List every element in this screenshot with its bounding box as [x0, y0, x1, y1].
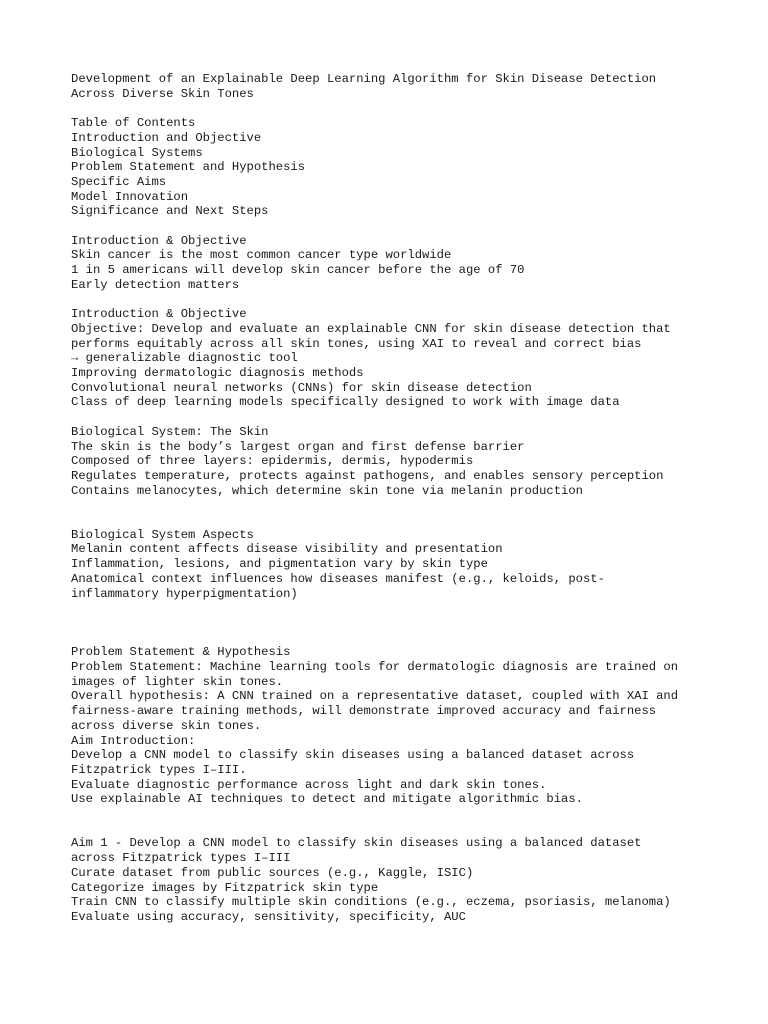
text-line: Introduction & Objective	[71, 233, 247, 248]
text-line: → generalizable diagnostic tool	[71, 351, 298, 366]
blank-line	[71, 616, 721, 631]
text-line: Biological System: The Skin	[71, 424, 269, 439]
blank-line	[71, 822, 721, 837]
text-line: Class of deep learning models specifically designed to work with image data	[71, 395, 620, 410]
text-line: Inflammation, lesions, and pigmentation vary by skin type	[71, 557, 488, 572]
text-line: Overall hypothesis: A CNN trained on a representative dataset, coupled with XAI and	[71, 689, 679, 704]
text-line: Composed of three layers: epidermis, dermis, hypodermis	[71, 454, 474, 469]
text-line: across Fitzpatrick types I–III	[71, 851, 291, 866]
text-line: performs equitably across all skin tones, using XAI to reveal and correct bias	[71, 336, 642, 351]
text-line: The skin is the body’s largest organ and first defense barrier	[71, 439, 525, 454]
text-line: Problem Statement & Hypothesis	[71, 645, 291, 660]
text-line: Convolutional neural networks (CNNs) for skin disease detection	[71, 380, 532, 395]
text-line: Skin cancer is the most common cancer type worldwide	[71, 248, 452, 263]
text-line: fairness-aware training methods, will demonstrate improved accuracy and fairness	[71, 704, 657, 719]
blank-line	[71, 293, 721, 308]
text-line: Develop a CNN model to classify skin diseases using a balanced dataset across	[71, 748, 635, 763]
text-line: images of lighter skin tones.	[71, 674, 284, 689]
text-line: Contains melanocytes, which determine skin tone via melanin production	[71, 483, 583, 498]
text-line: Biological Systems	[71, 145, 203, 160]
text-line: Introduction and Objective	[71, 130, 262, 145]
text-line: Development of an Explainable Deep Learning Algorithm for Skin Disease Detection	[71, 72, 657, 86]
blank-line	[71, 101, 721, 116]
blank-line	[71, 807, 721, 822]
text-line: Evaluate using accuracy, sensitivity, specificity, AUC	[71, 909, 466, 924]
text-line: Significance and Next Steps	[71, 204, 269, 219]
text-line: Anatomical context influences how diseases manifest (e.g., keloids, post-	[71, 571, 605, 586]
text-line: Specific Aims	[71, 174, 167, 189]
text-line: Introduction & Objective	[71, 307, 247, 322]
text-line: Problem Statement: Machine learning tools for dermatologic diagnosis are trained on	[71, 659, 679, 674]
document-body	[71, 72, 721, 925]
text-line: Biological System Aspects	[71, 527, 254, 542]
text-line: inflammatory hyperpigmentation)	[71, 586, 298, 601]
text-line: Objective: Develop and evaluate an explainable CNN for skin disease detection that	[71, 321, 671, 336]
blank-line	[71, 410, 721, 425]
text-line: Regulates temperature, protects against pathogens, and enables sensory perception	[71, 468, 664, 483]
text-line: Early detection matters	[71, 277, 240, 292]
text-line: across diverse skin tones.	[71, 718, 262, 733]
text-line: Use explainable AI techniques to detect and mitigate algorithmic bias.	[71, 792, 583, 807]
blank-line	[71, 513, 721, 528]
blank-line	[71, 631, 721, 646]
text-line: Across Diverse Skin Tones	[71, 86, 254, 101]
text-line: Curate dataset from public sources (e.g., Kaggle, ISIC)	[71, 865, 474, 880]
text-line: Aim 1 - Develop a CNN model to classify skin diseases using a balanced dataset	[71, 836, 642, 851]
text-line: Table of Contents	[71, 116, 196, 131]
text-line: 1 in 5 americans will develop skin cancer before the age of 70	[71, 263, 525, 278]
text-line: Problem Statement and Hypothesis	[71, 160, 306, 175]
text-line: Melanin content affects disease visibility and presentation	[71, 542, 503, 557]
text-line: Aim Introduction:	[71, 733, 196, 748]
text-line: Train CNN to classify multiple skin conditions (e.g., eczema, psoriasis, melanoma)	[71, 895, 671, 910]
text-line: Categorize images by Fitzpatrick skin type	[71, 880, 379, 895]
text-line: Improving dermatologic diagnosis methods	[71, 366, 364, 381]
text-line: Fitzpatrick types I–III.	[71, 762, 247, 777]
blank-line	[71, 601, 721, 616]
text-line: Model Innovation	[71, 189, 189, 204]
blank-line	[71, 498, 721, 513]
blank-line	[71, 219, 721, 234]
text-line: Evaluate diagnostic performance across light and dark skin tones.	[71, 777, 547, 792]
